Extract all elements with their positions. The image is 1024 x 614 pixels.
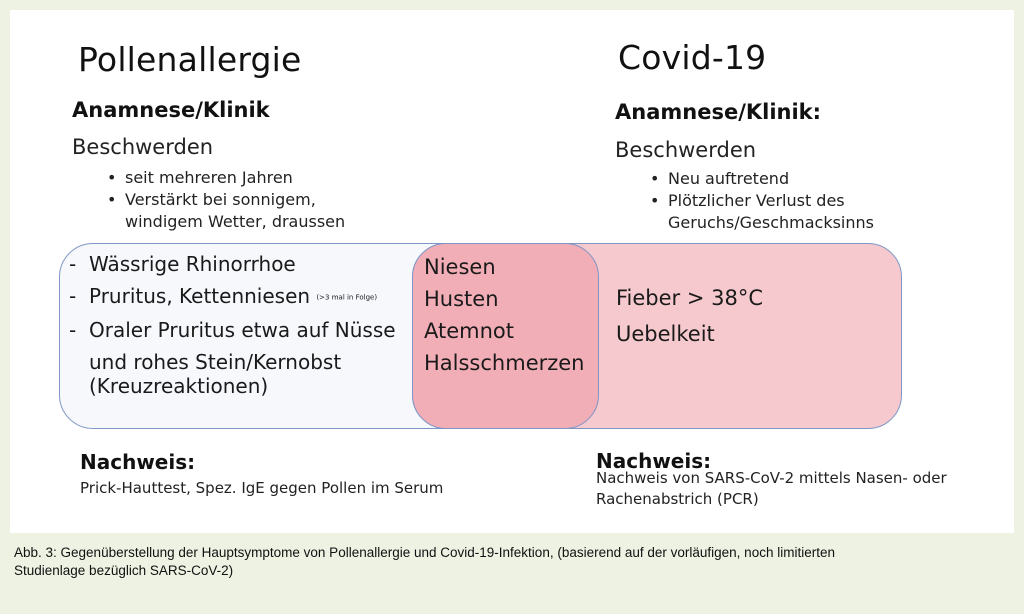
- list-item: Fieber > 38°C: [616, 286, 764, 310]
- pollen-evidence-text: Prick-Hauttest, Spez. IgE gegen Pollen im Serum: [80, 479, 444, 497]
- covid-title: Covid-19: [618, 38, 767, 77]
- pollen-title: Pollenallergie: [78, 40, 302, 79]
- covid-complaints-label: Beschwerden: [615, 138, 757, 162]
- list-item: Niesen: [424, 255, 496, 279]
- caption-line: Abb. 3: Gegenüberstellung der Hauptsymptome von Pollenallergie und Covid-19-Infektion, (basierend auf der vorläufigen, noch limitierten: [14, 545, 835, 560]
- list-item-continuation: [648, 212, 874, 234]
- list-item: Uebelkeit: [616, 322, 715, 346]
- evidence-line: Nachweis von SARS-CoV-2 mittels Nasen- oder: [596, 469, 947, 487]
- list-item-text: windigem Wetter, draussen: [125, 212, 346, 231]
- pollen-anamnesis-heading: Anamnese/Klinik: [72, 98, 270, 122]
- pollen-symptom-list: [65, 252, 396, 342]
- list-item-text: und rohes Stein/Kernobst: [89, 350, 342, 374]
- figure-caption: [14, 544, 1014, 580]
- shared-symptom-list: [424, 251, 585, 379]
- list-item: • seit mehreren Jahren: [105, 167, 345, 189]
- list-item: • Plötzlicher Verlust des: [648, 190, 874, 212]
- pollen-complaints-label: Beschwerden: [72, 135, 214, 159]
- list-item-text: Geruchs/Geschmacksinns: [668, 213, 874, 232]
- list-item-text: (Kreuzreaktionen): [89, 374, 269, 398]
- list-item-text: Pruritus, Kettenniesen: [89, 284, 311, 308]
- list-item: Husten: [424, 287, 499, 311]
- pollen-complaint-list: [105, 167, 345, 233]
- list-item-continuation: [105, 211, 345, 233]
- covid-symptom-list: [616, 280, 763, 352]
- covid-evidence-heading: Nachweis:: [596, 449, 712, 473]
- list-item: Halsschmerzen: [424, 351, 585, 375]
- list-item: [65, 284, 396, 310]
- list-item: • Neu auftretend: [648, 168, 874, 190]
- list-item: [65, 318, 396, 342]
- symptom-note: (>3 mal in Folge): [316, 293, 378, 302]
- list-item-text: Oraler Pruritus etwa auf Nüsse: [89, 317, 396, 342]
- covid-anamnesis-heading: Anamnese/Klinik:: [615, 100, 822, 124]
- covid-complaint-list: [648, 168, 874, 234]
- list-item: Atemnot: [424, 319, 514, 343]
- list-item: • Verstärkt bei sonnigem,: [105, 189, 345, 211]
- list-item: - Wässrige Rhinorrhoe: [65, 252, 396, 276]
- pollen-symptom-continuation: [89, 350, 341, 398]
- caption-line: Studienlage bezüglich SARS-CoV-2): [14, 563, 234, 578]
- evidence-line: Rachenabstrich (PCR): [596, 490, 759, 508]
- covid-evidence-text: [596, 468, 947, 510]
- pollen-evidence-heading: Nachweis:: [80, 450, 196, 474]
